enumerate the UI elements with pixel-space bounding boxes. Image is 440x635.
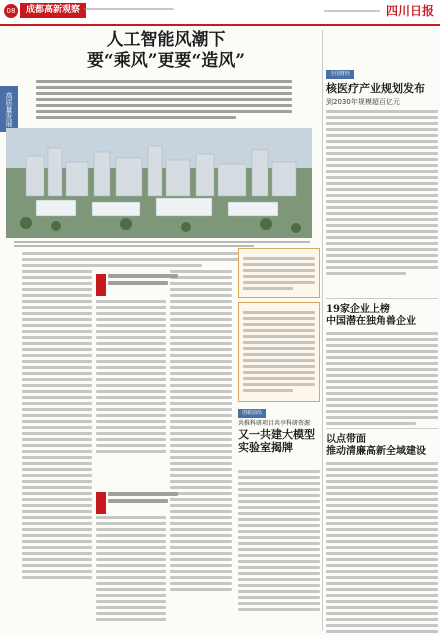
right-headline-2 xyxy=(326,304,438,328)
headline-line-2: 要“乘风”更要“造风” xyxy=(86,51,246,71)
aerial-photo xyxy=(6,128,312,238)
subhead-badge-2 xyxy=(96,492,106,514)
middle-headline-line-2: 实验室揭牌 xyxy=(238,441,293,454)
right-headline-3 xyxy=(326,434,438,458)
subhead-1 xyxy=(108,274,178,288)
right-section-tag: 全国财经 xyxy=(326,70,354,79)
aerial-city-image xyxy=(6,128,312,238)
right-article-3 xyxy=(326,462,438,635)
article-column-2 xyxy=(96,300,166,456)
article-column-2b xyxy=(96,516,166,624)
right-divider-2 xyxy=(326,428,438,429)
column-divider xyxy=(322,30,323,630)
article-column-3 xyxy=(170,270,240,594)
masthead xyxy=(0,0,440,26)
middle-headline-kicker: 共推科研项目共享科研资源 xyxy=(238,420,311,427)
middle-headline-line-1: 又一共建大模型 xyxy=(238,428,315,441)
right-headline-2-line-2: 中国潜在独角兽企业 xyxy=(326,316,416,327)
main-headline xyxy=(20,30,312,72)
page-number: 08 xyxy=(4,4,18,18)
middle-article-body xyxy=(238,470,320,614)
right-divider-1 xyxy=(326,298,438,299)
right-article-1 xyxy=(326,110,438,278)
right-headline-3-line-2: 推动清廉高新全域建设 xyxy=(326,446,426,457)
middle-headline xyxy=(238,420,320,454)
left-vertical-tab: 高质量发展 xyxy=(0,86,18,132)
right-article-2 xyxy=(326,332,438,428)
right-headline-3-line-1: 以点带面 xyxy=(326,434,366,445)
newspaper-logo: 四川日报 xyxy=(385,4,434,18)
subhead-2 xyxy=(108,492,178,506)
right-subhead-1: 到2030年规模超百亿元 xyxy=(326,98,400,106)
headline-line-1: 人工智能风潮下 xyxy=(106,30,226,50)
right-headline-1: 核医疗产业规划发布 xyxy=(326,82,425,95)
subhead-badge-1 xyxy=(96,274,106,296)
masthead-meta-right xyxy=(324,8,380,15)
middle-section-tag: 创新前沿 xyxy=(238,409,266,418)
right-headline-2-line-1: 19家企业上榜 xyxy=(326,304,390,315)
section-tag: 成都高新观察 xyxy=(20,3,86,18)
lead-paragraph xyxy=(36,80,292,122)
masthead-meta xyxy=(84,6,174,13)
info-box-2 xyxy=(238,302,320,402)
article-column-1 xyxy=(22,270,92,582)
info-box-1 xyxy=(238,248,320,298)
